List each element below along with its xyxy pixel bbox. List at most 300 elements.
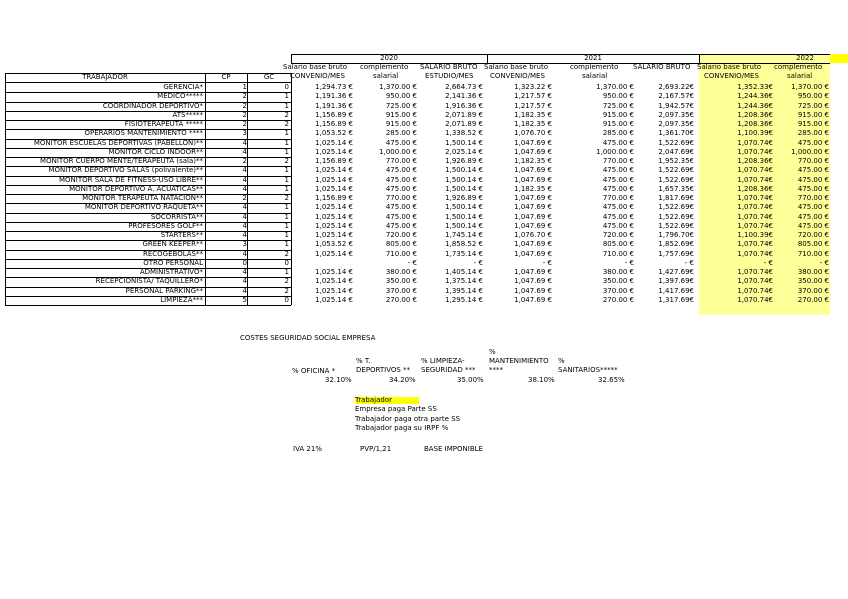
cell-comp-2020: 770.00 € [385,157,417,165]
cell-comp-2022: 950.00 € [797,92,829,101]
cell-gc: 1 [284,129,289,138]
cell-gc: 1 [284,268,289,276]
cell-bruto-2021: 1,942.57€ [658,101,694,110]
cell-cp: 4 [242,231,247,239]
cell-bruto-2021: 2,167.57€ [658,92,694,101]
cell-bruto-2020: - € [473,258,483,267]
cell-bruto-2021: 1,522.69€ [658,212,694,221]
cell-comp-2022: 805.00 € [797,240,829,249]
cell-gc: 0 [284,295,289,304]
cell-comp-2020: 475.00 € [385,166,417,175]
cell-comp-2020: 475.00 € [385,212,417,221]
cell-comp-2022: - € [819,258,829,267]
column-border [205,73,206,305]
cell-base-2020: 1,025.14 € [315,175,353,184]
cell-base-2020: 1,156.89 € [315,194,353,202]
cell-trabajador: GERENCIA* [163,83,203,91]
cell-comp-2022: 770.00 € [797,194,829,202]
cell-comp-2020: 1,000.00 € [379,147,417,156]
cell-trabajador: COORDINADOR DEPORTIVO* [102,101,203,110]
cell-base-2022: 1,070.74€ [737,194,773,202]
cell-bruto-2021: 1,397.69€ [658,277,694,286]
cell-base-2021: 1,047.69 € [514,138,552,147]
cell-base-2021: 1,182.35 € [514,157,552,165]
cell-bruto-2021: - € [684,258,694,267]
cell-cp: 4 [242,184,247,193]
cell-base-2021: 1,047.69 € [514,277,552,286]
cell-trabajador: MONITOR DEPORTIVO RAQUETA** [84,203,203,212]
cell-gc: 2 [284,157,289,165]
cell-comp-2021: 370.00 € [602,286,634,295]
cell-trabajador: PROFESORES GOLF** [128,221,203,230]
cell-trabajador: OTRO PERSONAL [143,258,203,267]
cell-comp-2021: 950.00 € [602,92,634,101]
cell-comp-2021: 475.00 € [602,221,634,230]
cell-gc: 0 [284,83,289,91]
cell-trabajador: FISIOTERAPEUTA ***** [124,120,203,128]
cell-cp: 4 [242,166,247,175]
cell-base-2020: 1,025.14 € [315,268,353,276]
cell-comp-2021: 725.00 € [602,101,634,110]
cell-comp-2020: 380.00 € [385,268,417,276]
cell-bruto-2021: 2,693.22€ [658,83,694,91]
cell-comp-2022: 350.00 € [797,277,829,286]
sanit-label-2: SANITARIOS***** [558,366,618,374]
cell-trabajador: OPERARIOS MANTENIMIENTO **** [84,129,203,138]
cell-comp-2020: 725.00 € [385,101,417,110]
cell-comp-2021: 1,000.00 € [596,147,634,156]
cell-comp-2021: 475.00 € [602,212,634,221]
cell-gc: 1 [284,221,289,230]
cell-comp-2021: 710.00 € [602,249,634,258]
cell-comp-2022: 475.00 € [797,166,829,175]
cell-trabajador: ATS***** [172,110,203,119]
cell-bruto-2020: 1,500.14 € [445,175,483,184]
cell-comp-2021: 475.00 € [602,184,634,193]
year-2021-header: 2021 [584,54,602,62]
pvp-label: PVP/1,21 [360,445,392,453]
cell-comp-2021: 915.00 € [602,120,634,128]
cell-bruto-2021: 1,427.69€ [658,268,694,276]
cell-comp-2020: 805.00 € [385,240,417,249]
cell-comp-2020: 475.00 € [385,175,417,184]
cell-comp-2020: 475.00 € [385,138,417,147]
cell-bruto-2020: 1,735.14 € [445,249,483,258]
cell-comp-2020: 475.00 € [385,221,417,230]
cell-cp: 2 [242,157,247,165]
cell-comp-2021: 770.00 € [602,157,634,165]
cell-base-2022: 1,070.74€ [737,147,773,156]
cell-comp-2020: 270.00 € [385,295,417,304]
cell-cp: 2 [242,194,247,202]
cell-gc: 1 [284,101,289,110]
base-imponible-label: BASE IMPONIBLE [424,445,483,453]
iva-label: IVA 21% [293,445,322,453]
cell-base-2022: 1,208.36€ [737,157,773,165]
cell-cp: 4 [242,175,247,184]
header-cp: CP [221,73,231,81]
cell-base-2020: 1,025.14 € [315,286,353,295]
header-comp-2021-bottom: salarial [582,72,608,80]
cell-base-2020: 1,053.52 € [315,240,353,249]
header-base-2020-top: Salario base bruto [283,63,347,71]
cell-comp-2022: 370.00 € [797,286,829,295]
deportivos-value: 34.20% [389,376,416,384]
cell-bruto-2021: 1,522.69€ [658,175,694,184]
deportivos-label-1: % T. [356,357,371,365]
cell-base-2021: 1,047.69 € [514,166,552,175]
cell-comp-2022: 770.00 € [797,157,829,165]
cell-comp-2020: 350.00 € [385,277,417,286]
cell-base-2021: 1,047.69 € [514,286,552,295]
cell-trabajador: SOCORRISTA** [150,212,203,221]
cell-comp-2022: 270.00 € [797,295,829,304]
cell-gc: 1 [284,184,289,193]
cell-comp-2021: 915.00 € [602,110,634,119]
cell-base-2021: 1,047.69 € [514,221,552,230]
cell-comp-2021: 770.00 € [602,194,634,202]
cell-gc: 2 [284,277,289,286]
cell-base-2020: 1,025.14 € [315,166,353,175]
cell-bruto-2021: 1,417.69€ [658,286,694,295]
cell-comp-2022: 915.00 € [797,120,829,128]
cell-base-2022: 1,070.74€ [737,203,773,212]
cell-comp-2022: 475.00 € [797,221,829,230]
cell-bruto-2020: 1,338.52 € [445,129,483,138]
cell-cp: 3 [242,240,247,249]
cell-base-2020: 1,025.14 € [315,203,353,212]
cell-gc: 1 [284,147,289,156]
cell-trabajador: MONITOR DEPORTIVO SALAS (polivalente)** [48,166,203,175]
cell-trabajador: MONITOR TERAPEUTA NATACION** [82,194,203,202]
cell-trabajador: MONITOR DEPORTIVO A. ACUATICAS** [69,184,203,193]
cell-base-2021: 1,047.69 € [514,295,552,304]
oficina-value: 32.10% [325,376,352,384]
mant-label-3: **** [489,366,503,374]
cell-comp-2020: 285.00 € [385,129,417,138]
cell-base-2021: - € [542,258,552,267]
row-border [5,305,291,306]
cell-bruto-2020: 2,071.89 € [445,120,483,128]
cell-base-2020: 1,025.14 € [315,249,353,258]
cell-base-2022: 1,070.74€ [737,240,773,249]
header-trabajador: TRABAJADOR [82,73,128,81]
cell-base-2022: 1,070.74€ [737,286,773,295]
cell-comp-2022: 720.00 € [797,231,829,239]
cell-bruto-2021: 2,047.69€ [658,147,694,156]
cell-gc: 2 [284,286,289,295]
cell-bruto-2020: 1,395.14 € [445,286,483,295]
header-gc: GC [263,73,275,81]
cell-bruto-2020: 1,500.14 € [445,221,483,230]
cell-bruto-2021: 2,097.35€ [658,110,694,119]
year-2020-header: 2020 [380,54,398,62]
cell-base-2020: 1,025.14 € [315,212,353,221]
cell-base-2022: 1,208.36€ [737,184,773,193]
cell-trabajador: ADMINISTRATIVO* [139,268,203,276]
cell-gc: 2 [284,194,289,202]
cell-gc: 1 [284,240,289,249]
cell-gc: 2 [284,110,289,119]
cell-base-2021: 1,076.70 € [514,129,552,138]
column-border [247,73,248,305]
cell-comp-2020: - € [407,258,417,267]
cell-comp-2021: 720.00 € [602,231,634,239]
cell-comp-2022: 475.00 € [797,175,829,184]
cell-base-2021: 1,047.69 € [514,175,552,184]
cell-cp: 2 [242,120,247,128]
legend-trabajador-irpf: Trabajador paga su IRPF % [355,424,449,432]
cell-cp: 1 [242,83,247,91]
cell-comp-2021: 350.00 € [602,277,634,286]
cell-base-2020: 1,156.89 € [315,110,353,119]
cell-base-2022: 1,100.39€ [737,231,773,239]
cell-comp-2022: 380.00 € [797,268,829,276]
cell-bruto-2021: 1,522.69€ [658,138,694,147]
cell-base-2020: 1,156.89 € [315,157,353,165]
cell-cp: 4 [242,138,247,147]
cell-comp-2020: 475.00 € [385,184,417,193]
legend-empresa: Empresa paga Parte SS [355,405,437,413]
cell-cp: 2 [242,92,247,101]
column-border [5,73,6,305]
limpieza-label-2: SEGURIDAD *** [421,366,476,374]
cell-base-2022: 1,070.74€ [737,138,773,147]
cell-bruto-2020: 1,500.14 € [445,203,483,212]
deportivos-label-2: DEPORTIVOS ** [356,366,411,374]
cell-trabajador: MONITOR CUERPO MENTE/TERAPEUTA (sala)** [40,157,203,165]
cell-bruto-2020: 1,500.14 € [445,184,483,193]
cell-bruto-2020: 1,926.89 € [445,157,483,165]
cell-comp-2020: 770.00 € [385,194,417,202]
cell-comp-2022: 915.00 € [797,110,829,119]
mant-label-1: % [489,348,496,356]
cell-bruto-2021: 1,757.69€ [658,249,694,258]
cell-comp-2021: 475.00 € [602,138,634,147]
header-bruto-2020-bottom: ESTUDIO/MES [425,72,474,80]
sanit-label-1: % [558,357,565,365]
cell-comp-2022: 710.00 € [797,249,829,258]
cell-comp-2021: 475.00 € [602,166,634,175]
header-comp-2020-top: complemento [360,63,409,71]
cell-bruto-2020: 1,916.36 € [445,101,483,110]
cell-cp: 2 [242,110,247,119]
cell-comp-2021: 380.00 € [602,268,634,276]
cell-base-2020: 1,053.52 € [315,129,353,138]
header-comp-2021-top: complemento [570,63,619,71]
cell-trabajador: MONITOR CICLO INDOOR** [108,147,203,156]
cell-comp-2022: 475.00 € [797,203,829,212]
header-comp-2022-top: complemento [774,63,823,71]
cell-comp-2022: 475.00 € [797,138,829,147]
cell-base-2020: 1,025.14 € [315,295,353,304]
cell-bruto-2020: 1,858.52 € [445,240,483,249]
cell-gc: 1 [284,92,289,101]
cell-trabajador: PERSONAL PARKING** [125,286,203,295]
cell-trabajador: STARTERS** [160,231,203,239]
mant-label-2: MANTENIMIENTO [489,357,549,365]
cell-gc: 1 [284,166,289,175]
cell-base-2021: 1,047.69 € [514,212,552,221]
cell-comp-2022: 725.00 € [797,101,829,110]
cell-trabajador: GREEN KEEPER** [142,240,203,249]
cell-bruto-2020: 2,025.14 € [445,147,483,156]
header-base-2020-bottom: CONVENIO/MES [290,72,345,80]
cell-base-2020: 1,025.14 € [315,138,353,147]
cell-bruto-2021: 1,657.35€ [658,184,694,193]
cell-base-2020: 1,156.89 € [315,120,353,128]
cell-trabajador: MEDICO***** [157,92,203,101]
cell-trabajador: LIMPIEZA*** [160,295,203,304]
cell-base-2022: 1,070.74€ [737,295,773,304]
sanit-value: 32.65% [598,376,625,384]
header-base-2022-bottom: CONVENIO/MES [704,72,759,80]
cell-bruto-2020: 2,141.36 € [445,92,483,101]
left-header-bottom-border [5,82,291,83]
cell-base-2021: 1,076.70 € [514,231,552,239]
cell-cp: 3 [242,129,247,138]
cell-trabajador: MONITOR SALA DE FITNESS-USO LIBRE** [59,175,203,184]
cell-comp-2022: 285.00 € [797,129,829,138]
cell-gc: 1 [284,212,289,221]
cell-gc: 1 [284,203,289,212]
cell-bruto-2021: 1,522.69€ [658,221,694,230]
cell-trabajador: RECOGEBOLAS** [142,249,203,258]
header-base-2021-top: Salario base bruto [484,63,548,71]
cell-comp-2021: - € [624,258,634,267]
column-border [291,73,292,305]
cell-base-2021: 1,182.35 € [514,110,552,119]
cell-base-2021: 1,047.69 € [514,249,552,258]
cell-comp-2021: 805.00 € [602,240,634,249]
cell-base-2021: 1,047.69 € [514,240,552,249]
cell-comp-2021: 475.00 € [602,175,634,184]
cell-base-2022: - € [763,258,773,267]
cell-comp-2022: 1,370.00 € [791,83,829,91]
cell-base-2022: 1,244.36€ [737,101,773,110]
cell-gc: 0 [284,258,289,267]
cell-base-2020: 1,294.73 € [315,83,353,91]
cell-gc: 1 [284,231,289,239]
cell-cp: 4 [242,212,247,221]
cell-base-2020: 1,191.36 € [315,101,353,110]
cell-base-2022: 1,070.74€ [737,249,773,258]
cell-bruto-2020: 2,664.73 € [445,83,483,91]
cell-comp-2022: 475.00 € [797,212,829,221]
limpieza-label-1: % LIMPIEZA- [421,357,465,365]
cell-comp-2022: 475.00 € [797,184,829,193]
cell-bruto-2020: 2,071.89 € [445,110,483,119]
cell-cp: 4 [242,249,247,258]
header-bruto-2020-top: SALARIO BRUTO [420,63,478,71]
cell-comp-2021: 475.00 € [602,203,634,212]
cell-comp-2020: 475.00 € [385,203,417,212]
cell-base-2022: 1,352.33€ [737,83,773,91]
cell-bruto-2020: 1,405.14 € [445,268,483,276]
cell-cp: 4 [242,147,247,156]
cell-base-2022: 1,070.74€ [737,166,773,175]
header-base-2022-top: Salario base bruto [697,63,761,71]
cell-bruto-2021: 2,097.35€ [658,120,694,128]
cell-bruto-2021: 1,852.69€ [658,240,694,249]
header-base-2021-bottom: CONVENIO/MES [490,72,545,80]
cell-base-2021: 1,047.69 € [514,203,552,212]
cell-comp-2021: 1,370.00 € [596,83,634,91]
cell-comp-2020: 370.00 € [385,286,417,295]
cell-bruto-2020: 1,295.14 € [445,295,483,304]
year-2022-header: 2022 [796,54,814,62]
cell-cp: 4 [242,277,247,286]
cell-comp-2021: 270.00 € [602,295,634,304]
legend-trabajador: Trabajador [355,397,419,404]
cell-gc: 2 [284,120,289,128]
cell-trabajador: RECEPCIONISTA/ TAQUILLERO* [95,277,203,286]
cell-cp: 4 [242,221,247,230]
cell-bruto-2020: 1,926.89 € [445,194,483,202]
cell-trabajador: MONITOR ESCUELAS DEPORTIVAS (PABELLON)** [33,138,203,147]
cell-base-2022: 1,070.74€ [737,268,773,276]
cell-gc: 1 [284,138,289,147]
oficina-label: % OFICINA * [292,367,336,375]
cell-bruto-2021: 1,952.35€ [658,157,694,165]
cell-comp-2020: 1,370.00 € [379,83,417,91]
cell-bruto-2021: 1,361.70€ [658,129,694,138]
cell-base-2020: 1,025.14 € [315,277,353,286]
cell-comp-2022: 1,000.00 € [791,147,829,156]
cell-cp: 4 [242,203,247,212]
cell-comp-2020: 950.00 € [385,92,417,101]
cell-bruto-2021: 1,317.69€ [658,295,694,304]
legend-trabajador-ss: Trabajador paga otra parte SS [355,415,461,423]
cell-cp: 0 [242,258,247,267]
cell-base-2020: 1,025.14 € [315,147,353,156]
cell-bruto-2020: 1,500.14 € [445,166,483,175]
cell-base-2022: 1,244.36€ [737,92,773,101]
cell-base-2021: 1,182.35 € [514,184,552,193]
cell-bruto-2021: 1,522.69€ [658,203,694,212]
cell-comp-2020: 720.00 € [385,231,417,239]
cell-base-2021: 1,217.57 € [514,92,552,101]
costes-title: COSTES SEGURIDAD SOCIAL EMPRESA [240,334,376,342]
cell-cp: 2 [242,101,247,110]
cell-bruto-2020: 1,745.14 € [445,231,483,239]
cell-base-2020: 1,025.14 € [315,221,353,230]
cell-base-2021: 1,217.57 € [514,101,552,110]
cell-cp: 4 [242,286,247,295]
cell-cp: 4 [242,268,247,276]
cell-base-2021: 1,047.69 € [514,268,552,276]
cell-cp: 5 [242,295,247,304]
cell-bruto-2020: 1,375.14 € [445,277,483,286]
cell-bruto-2021: 1,817.69€ [658,194,694,202]
cell-base-2022: 1,070.74€ [737,175,773,184]
cell-base-2022: 1,208.36€ [737,120,773,128]
cell-gc: 2 [284,249,289,258]
cell-base-2021: 1,182.35 € [514,120,552,128]
cell-comp-2020: 915.00 € [385,120,417,128]
cell-comp-2020: 710.00 € [385,249,417,258]
limpieza-value: 35.00% [457,376,484,384]
header-comp-2020-bottom: salarial [373,72,399,80]
cell-bruto-2020: 1,500.14 € [445,138,483,147]
cell-base-2021: 1,047.69 € [514,147,552,156]
cell-base-2022: 1,070.74€ [737,212,773,221]
cell-base-2022: 1,070.74€ [737,221,773,230]
cell-bruto-2021: 1,522.69€ [658,166,694,175]
cell-base-2020: 1,191.36 € [315,92,353,101]
cell-base-2020: 1,025.14 € [315,184,353,193]
cell-base-2020: 1,025.14 € [315,231,353,239]
